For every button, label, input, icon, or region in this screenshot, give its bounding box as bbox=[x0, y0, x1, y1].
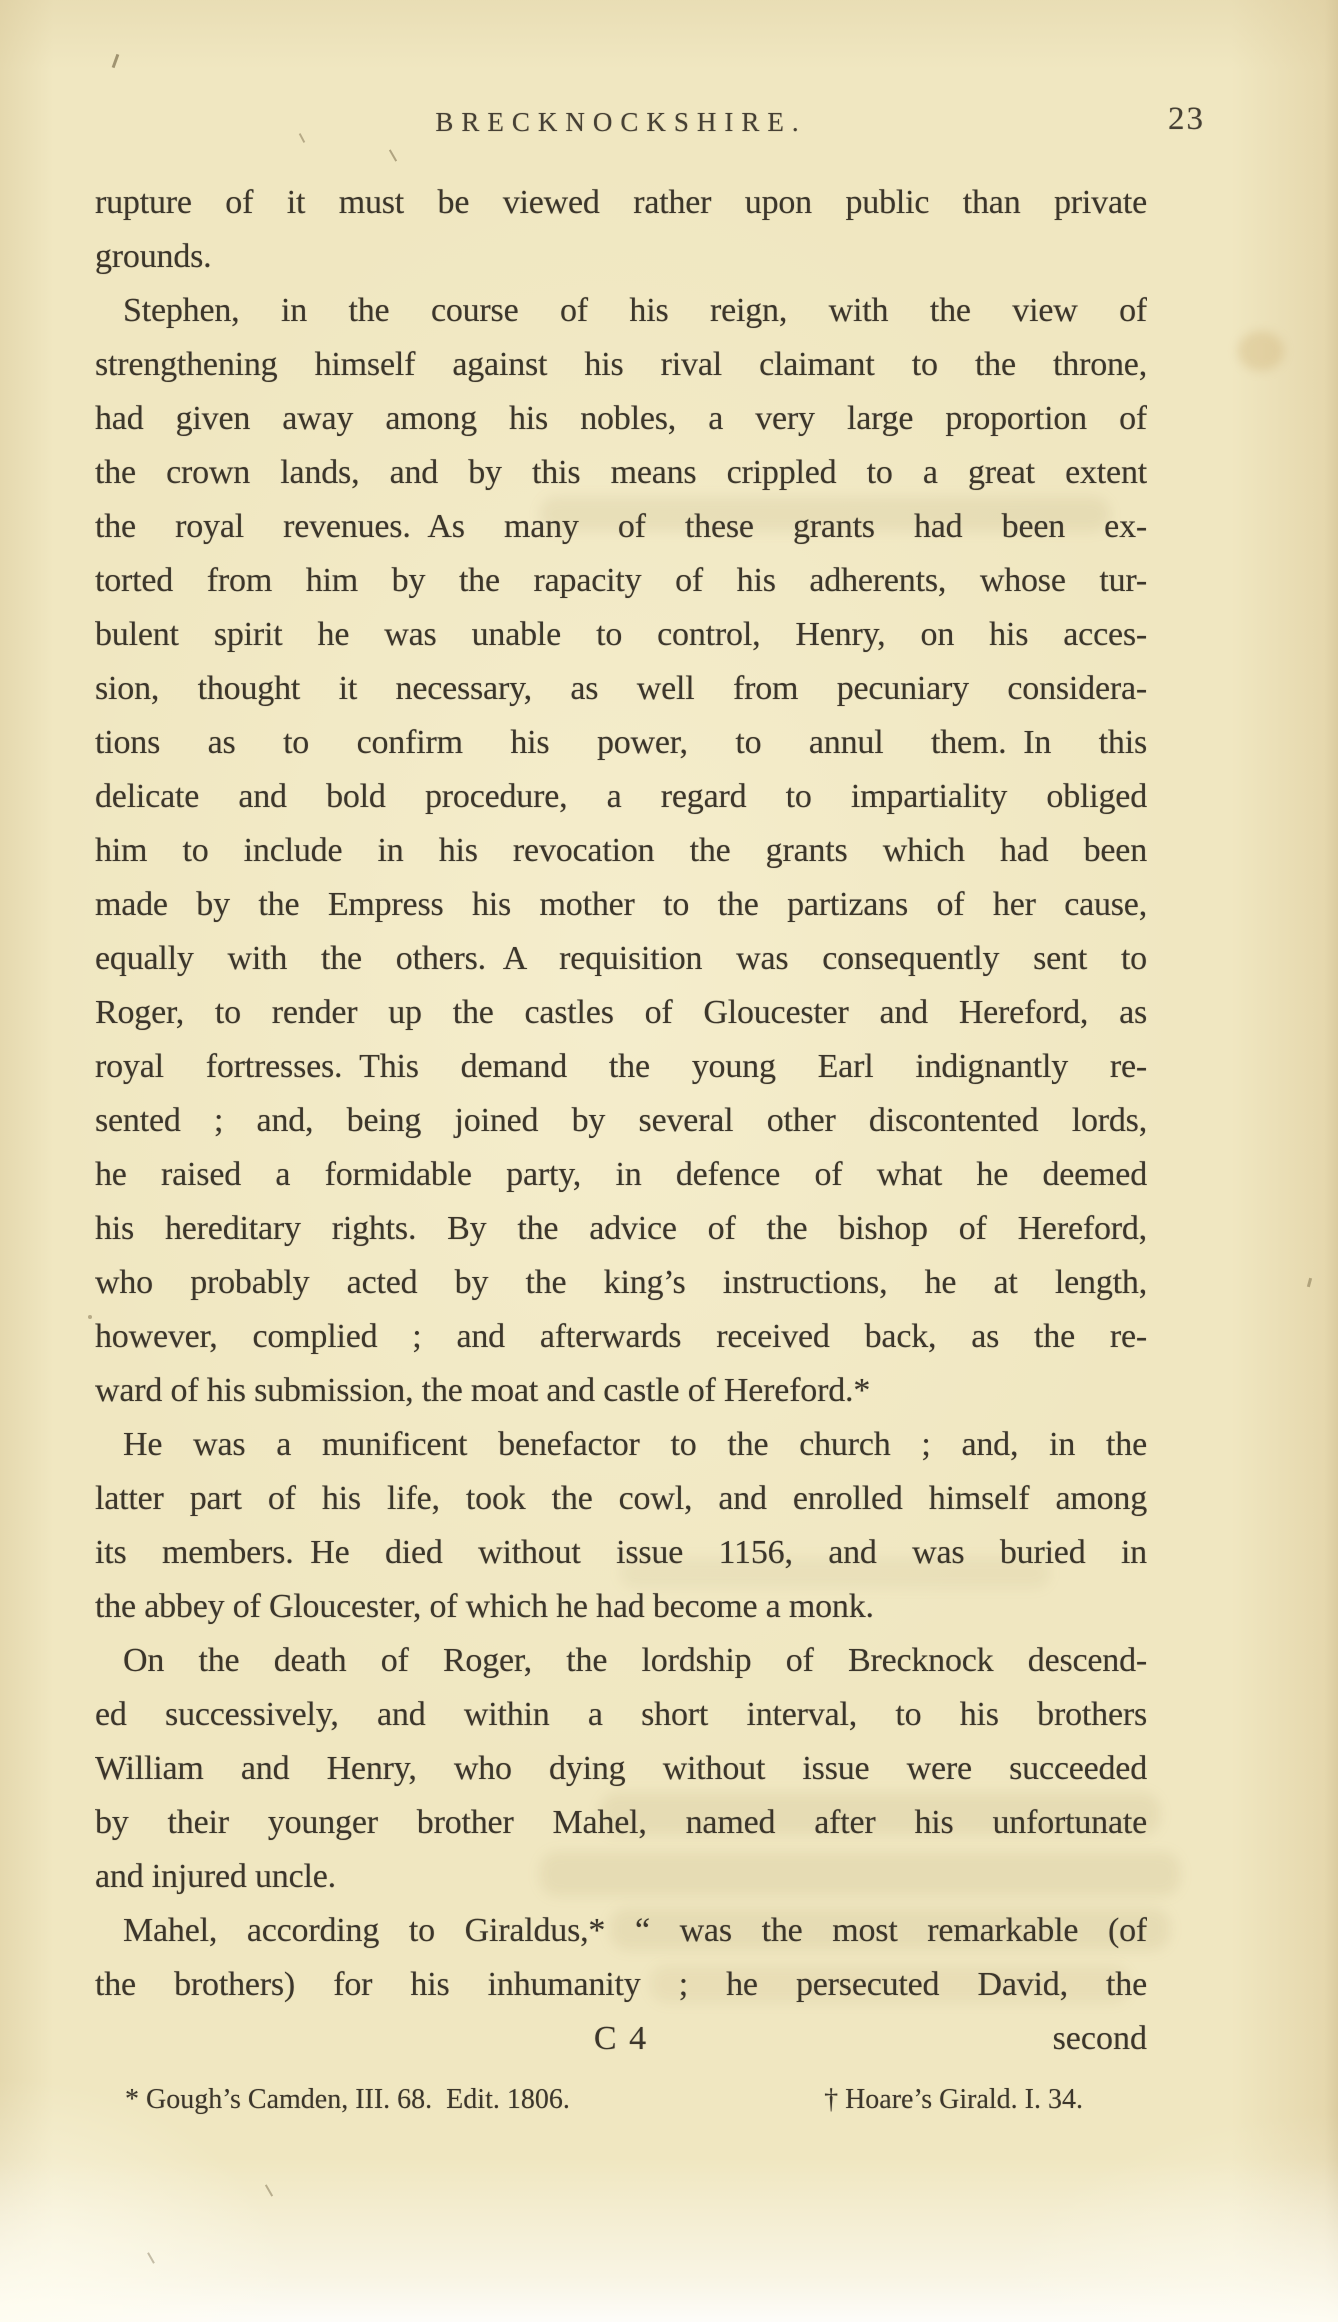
paper-fleck bbox=[389, 149, 397, 161]
text-line: and injured uncle. bbox=[95, 1858, 336, 1895]
signature-line bbox=[95, 2012, 1147, 2066]
text-line: the crown lands, and by this means crippled to a great extent bbox=[95, 454, 1147, 491]
text-line: he raised a formidable party, in defence of what he deemed bbox=[95, 1156, 1147, 1193]
text-line: ward of his submission, the moat and castle of Hereford.* bbox=[95, 1372, 871, 1409]
text-line: Roger, to render up the castles of Gloucester and Hereford, as bbox=[95, 994, 1147, 1031]
catchword: second bbox=[1052, 2020, 1147, 2057]
text-line: its members. He died without issue 1156, and was buried in bbox=[95, 1534, 1147, 1571]
text-line: bulent spirit he was unable to control, Henry, on his acces- bbox=[95, 616, 1147, 653]
text-line: sented ; and, being joined by several other discontented lords, bbox=[95, 1102, 1147, 1139]
page-header bbox=[95, 101, 1205, 138]
paper-stain bbox=[1238, 331, 1284, 371]
text-line: delicate and bold procedure, a regard to impartiality obliged bbox=[95, 778, 1147, 815]
text-line: the abbey of Gloucester, of which he had become a monk. bbox=[95, 1588, 874, 1625]
text-line: Stephen, in the course of his reign, with the view of bbox=[123, 292, 1147, 329]
text-line: the brothers) for his inhumanity ; he persecuted David, the bbox=[95, 1966, 1147, 2003]
text-line: equally with the others. A requisition was consequently sent to bbox=[95, 940, 1147, 977]
paper-fleck bbox=[265, 2184, 273, 2196]
text-line: ed successively, and within a short interval, to his brothers bbox=[95, 1696, 1147, 1733]
text-line: by their younger brother Mahel, named after his unfortunate bbox=[95, 1804, 1147, 1841]
text-line: He was a munificent benefactor to the church ; and, in the bbox=[123, 1426, 1147, 1463]
text-line: Mahel, according to Giraldus,* “ was the most remarkable (of bbox=[123, 1912, 1147, 1949]
text-line: who probably acted by the king’s instructions, he at length, bbox=[95, 1264, 1147, 1301]
footnote-hoare-girald: † Hoare’s Girald. I. 34. bbox=[824, 2084, 1083, 2115]
text-line: grounds. bbox=[95, 238, 212, 275]
text-line: William and Henry, who dying without issue were succeeded bbox=[95, 1750, 1147, 1787]
text-line: made by the Empress his mother to the partizans of her cause, bbox=[95, 886, 1147, 923]
running-title: BRECKNOCKSHIRE. bbox=[435, 107, 807, 137]
text-line: him to include in his revocation the grants which had been bbox=[95, 832, 1147, 869]
text-line: sion, thought it necessary, as well from pecuniary considera- bbox=[95, 670, 1147, 707]
text-line: however, complied ; and afterwards received back, as the re- bbox=[95, 1318, 1147, 1355]
text-column bbox=[95, 176, 1147, 2120]
text-line: royal fortresses. This demand the young Earl indignantly re- bbox=[95, 1048, 1147, 1085]
press-signature: C 4 bbox=[593, 2020, 649, 2057]
text-line: tions as to confirm his power, to annul them. In this bbox=[95, 724, 1147, 761]
text-line: strengthening himself against his rival claimant to the throne, bbox=[95, 346, 1147, 383]
text-line: On the death of Roger, the lordship of Brecknock descend- bbox=[123, 1642, 1147, 1679]
text-line: rupture of it must be viewed rather upon public than private bbox=[95, 184, 1147, 221]
paper-fleck bbox=[88, 1315, 92, 1319]
footnote-gough-camden: * Gough’s Camden, III. 68. Edit. 1806. bbox=[125, 2084, 570, 2115]
body-text bbox=[95, 176, 1147, 2012]
text-line: torted from him by the rapacity of his adherents, whose tur- bbox=[95, 562, 1147, 599]
footnotes bbox=[95, 2080, 1147, 2120]
paper-fleck bbox=[112, 54, 120, 68]
paper-fleck bbox=[147, 2252, 155, 2263]
text-line: his hereditary rights. By the advice of the bishop of Hereford, bbox=[95, 1210, 1147, 1247]
page-number: 23 bbox=[1168, 101, 1205, 137]
paper-fleck bbox=[1307, 1278, 1312, 1287]
text-line: the royal revenues. As many of these grants had been ex- bbox=[95, 508, 1147, 545]
text-line: latter part of his life, took the cowl, and enrolled himself among bbox=[95, 1480, 1147, 1517]
text-line: had given away among his nobles, a very large proportion of bbox=[95, 400, 1147, 437]
